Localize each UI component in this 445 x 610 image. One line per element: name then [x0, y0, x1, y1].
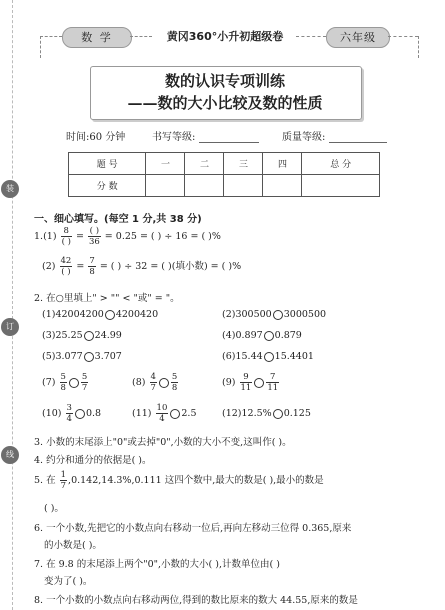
score-header-cell: 三	[224, 153, 263, 175]
q2-item-text: (5)3.077	[42, 351, 83, 362]
question-7-line-1: 7. 在 9.8 的末尾添上两个"0",小数的大小( ),计数单位由( )	[34, 559, 280, 570]
fraction	[88, 256, 95, 277]
q2-item-6	[222, 351, 314, 362]
subject-badge: 数 学	[62, 27, 132, 48]
q2-item-9	[222, 372, 280, 393]
score-row-label: 分 数	[69, 175, 146, 197]
q2-item-text: 0.879	[274, 330, 302, 341]
q2-item-text: 4200420	[115, 309, 159, 320]
compare-circle[interactable]	[264, 352, 274, 362]
numerator: 42	[60, 256, 72, 266]
q2-item-text: (4)0.897	[222, 330, 263, 341]
q2-item-4	[222, 330, 302, 341]
numerator: 7	[89, 256, 95, 266]
equals-sign: =	[76, 261, 85, 272]
q2-item-1	[42, 309, 158, 320]
fraction	[61, 226, 72, 247]
binding-margin-line	[12, 0, 13, 610]
compare-circle[interactable]	[84, 331, 94, 341]
header-frame-right	[418, 36, 419, 58]
denominator: 11	[240, 383, 252, 393]
question-1-part-2	[34, 256, 241, 277]
fraction	[88, 226, 101, 247]
numerator-blank[interactable]: ( )	[89, 226, 100, 236]
compare-circle[interactable]	[254, 378, 264, 388]
q2-item-3	[42, 330, 122, 341]
q2-item-text: 3000500	[283, 309, 327, 320]
score-cell[interactable]	[185, 175, 224, 197]
quality-grade-blank	[329, 132, 387, 143]
q2-item-text: 0.8	[85, 408, 102, 419]
score-header-cell: 题 号	[69, 153, 146, 175]
writing-grade-text: 书写等级:	[152, 132, 196, 143]
numerator: 7	[266, 372, 279, 383]
fraction	[81, 372, 88, 393]
header-rule-right	[388, 36, 418, 37]
numerator: 10	[156, 403, 168, 413]
compare-circle[interactable]	[159, 378, 169, 388]
header-rule-mid-right	[296, 36, 326, 37]
compare-circle[interactable]	[170, 409, 180, 419]
denominator: 7	[81, 383, 88, 393]
page-title: 数的认识专项训练	[164, 72, 285, 90]
q2-item-label: (7)	[42, 377, 56, 388]
compare-circle[interactable]	[75, 409, 85, 419]
denominator-blank[interactable]: ( )	[61, 237, 71, 247]
q2-item-11	[132, 403, 196, 424]
score-table-value-row	[69, 175, 380, 197]
quality-grade-label	[282, 128, 387, 143]
page-subtitle: ——数的大小比较及数的性质	[127, 94, 323, 112]
question-7-line-2: 变为了( )。	[44, 576, 93, 587]
q2-item-8	[132, 372, 179, 393]
grade-badge: 六年级	[326, 27, 390, 48]
numerator: 1	[60, 470, 67, 480]
q2-item-text: (2)300500	[222, 309, 272, 320]
q2-item-text: 15.4401	[274, 351, 314, 362]
binder-mark-3: 线	[1, 446, 19, 464]
q2-item-text: 3.707	[94, 351, 122, 362]
numerator: 5	[81, 372, 88, 382]
denominator: 36	[88, 237, 100, 247]
time-limit: 时间:60 分钟	[66, 132, 126, 143]
q2-item-text: 0.125	[283, 408, 311, 419]
binder-mark-2: 订	[1, 318, 19, 336]
denominator: 7	[150, 383, 156, 393]
question-6-line-1: 6. 一个小数,先把它的小数点向右移动一位后,再向左移动三位得 0.365,原来	[34, 523, 352, 534]
score-header-cell: 四	[263, 153, 302, 175]
fraction	[156, 403, 169, 424]
numerator: 5	[171, 372, 178, 382]
score-cell[interactable]	[263, 175, 302, 197]
fraction	[240, 372, 253, 393]
q2-item-text: (3)25.25	[42, 330, 83, 341]
compare-circle[interactable]	[264, 331, 274, 341]
fraction	[266, 372, 279, 393]
q2-item-label: (11)	[132, 408, 152, 419]
fraction	[60, 372, 67, 393]
compare-circle[interactable]	[84, 352, 94, 362]
q2-item-2	[222, 309, 326, 320]
score-header-cell: 二	[185, 153, 224, 175]
compare-circle[interactable]	[273, 310, 283, 320]
q5-prefix: 5. 在	[34, 475, 56, 486]
q2-item-text: (6)15.44	[222, 351, 263, 362]
question-5-line-1	[34, 470, 324, 491]
numerator: 9	[240, 372, 253, 383]
q2-item-5	[42, 351, 122, 362]
q2-item-label: (10)	[42, 408, 62, 419]
q2-item-text: 24.99	[94, 330, 122, 341]
question-8-line-1: 8. 一个小数的小数点向右移动两位,得到的数比原来的数大 44.55,原来的数是	[34, 595, 358, 606]
question-6-line-2: 的小数是( )。	[44, 540, 102, 551]
question-4: 4. 约分和通分的依据是( )。	[34, 455, 152, 466]
denominator: 8	[89, 267, 95, 277]
question-1-part-1	[34, 226, 221, 247]
denominator: 11	[267, 383, 279, 393]
compare-circle[interactable]	[105, 310, 115, 320]
fraction	[60, 256, 73, 277]
q2-item-text: (12)12.5%	[222, 408, 272, 419]
fraction	[66, 403, 73, 424]
numerator: 3	[66, 403, 72, 413]
equals-sign: =	[75, 231, 84, 242]
section-heading: 一、细心填写。(每空 1 分,共 38 分)	[34, 214, 202, 225]
denominator: 4	[159, 414, 165, 424]
compare-circle[interactable]	[273, 409, 283, 419]
fraction	[60, 470, 67, 491]
denominator: 8	[171, 383, 178, 393]
header-rule-mid-left	[130, 36, 152, 37]
score-header-cell: 总 分	[302, 153, 380, 175]
q2-item-12	[222, 408, 311, 419]
question-3: 3. 小数的末尾添上"0"或去掉"0",小数的大小不变,这叫作( )。	[34, 437, 292, 448]
header-rule-left	[40, 36, 62, 37]
question-5-line-2: ( )。	[44, 503, 64, 514]
q2-item-text: 2.5	[181, 408, 197, 419]
numerator: 4	[150, 372, 156, 382]
numerator: 5	[60, 372, 66, 382]
q2-item-label: (8)	[132, 377, 146, 388]
numerator: 8	[61, 226, 72, 237]
q2-item-label: (9)	[222, 377, 236, 388]
denominator: 8	[60, 383, 66, 393]
q5-text: ,0.142,14.3%,0.111 这四个数中,最大的数是( ),最小的数是	[68, 475, 324, 486]
denominator: 4	[66, 414, 72, 424]
header-frame-left	[40, 36, 41, 58]
score-cell[interactable]	[146, 175, 185, 197]
q1-p2-label: (2)	[42, 261, 56, 272]
score-cell[interactable]	[224, 175, 263, 197]
fraction	[150, 372, 157, 393]
denominator: 7	[60, 481, 67, 491]
score-header-cell: 一	[146, 153, 185, 175]
question-2-stem: 2. 在○里填上" > "" < "或" = "。	[34, 293, 180, 304]
q1-p1-label: 1.(1)	[34, 231, 57, 242]
denominator-blank[interactable]: ( )	[61, 267, 71, 277]
score-table-header-row	[69, 153, 380, 175]
series-title: 黄冈360°小升初超级卷	[166, 30, 284, 43]
score-table	[68, 152, 380, 197]
binder-mark-1: 装	[1, 180, 19, 198]
q2-item-text: (1)42004200	[42, 309, 104, 320]
writing-grade-blank	[199, 132, 259, 143]
q1-p1-tail: = 0.25 = ( ) ÷ 16 = ( )%	[104, 231, 221, 242]
q1-p2-tail: = ( ) ÷ 32 = ( )(填小数) = ( )%	[99, 261, 242, 272]
score-cell[interactable]	[302, 175, 380, 197]
q2-item-7	[42, 372, 89, 393]
compare-circle[interactable]	[69, 378, 79, 388]
quality-grade-text: 质量等级:	[282, 132, 326, 143]
q2-item-10	[42, 403, 101, 424]
fraction	[171, 372, 178, 393]
writing-grade-label	[152, 128, 259, 143]
